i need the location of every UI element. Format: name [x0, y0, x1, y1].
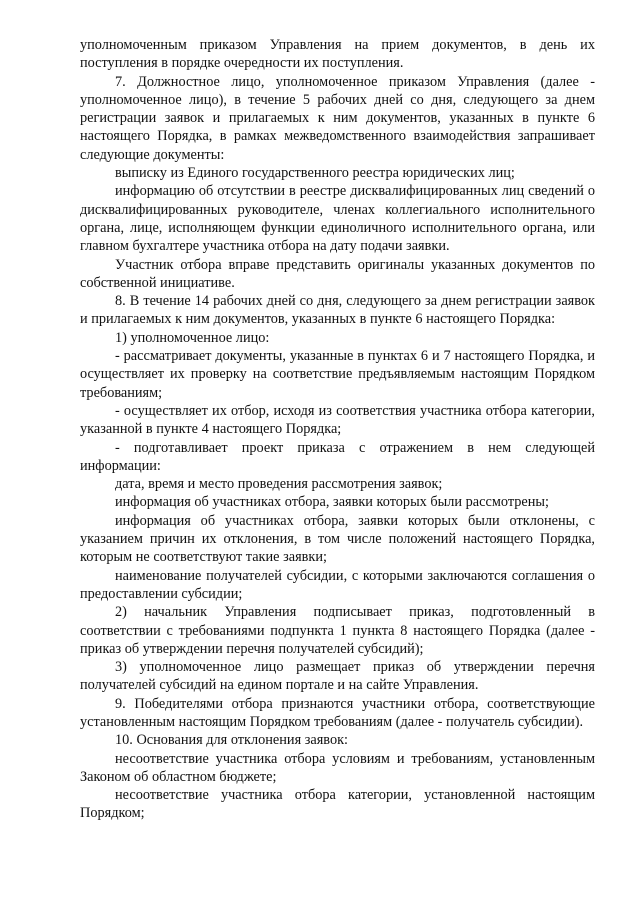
document-page	[80, 36, 595, 823]
paragraph: 3) уполномоченное лицо размещает приказ об утверждении перечня получателей субсидий на едином портале и на сайте Управления.	[80, 659, 595, 694]
paragraph: Участник отбора вправе представить оригиналы указанных документов по собственной инициативе.	[80, 256, 595, 291]
paragraph: 8. В течение 14 рабочих дней со дня, следующего за днем регистрации заявок и прилагаемых к ним документов, указанных в пункте 6 настоящего Порядка:	[80, 293, 595, 328]
paragraph: несоответствие участника отбора категории, установленной настоящим Порядком;	[80, 787, 595, 822]
paragraph: уполномоченным приказом Управления на прием документов, в день их поступления в порядке очередности их поступления.	[80, 37, 595, 72]
paragraph: информация об участниках отбора, заявки которых были рассмотрены;	[115, 494, 549, 511]
paragraph: наименование получателей субсидии, с которыми заключаются соглашения о предоставлении субсидии;	[80, 567, 595, 602]
paragraph: 7. Должностное лицо, уполномоченное приказом Управления (далее - уполномоченное лицо), в течение 5 рабочих дней со дня, следующего за днем регистрации заявок и прилагаемых к ним документов, указанных в пункте 6 настоящего Порядка, в рамках межведомственного взаимодействия запрашивает следующие документы:	[80, 73, 595, 163]
paragraph: 9. Победителями отбора признаются участники отбора, соответствующие установленным настоящим Порядком требованиям (далее - получатель субсидии).	[80, 695, 595, 730]
paragraph: 2) начальник Управления подписывает приказ, подготовленный в соответствии с требованиями подпункта 1 пункта 8 настоящего Порядка (далее - приказ об утверждении перечня получателей субсидий);	[80, 604, 595, 657]
paragraph: дата, время и место проведения рассмотрения заявок;	[115, 476, 443, 493]
paragraph: выписку из Единого государственного реестра юридических лиц;	[115, 165, 515, 182]
paragraph: - рассматривает документы, указанные в пунктах 6 и 7 настоящего Порядка, и осуществляет их проверку на соответствие предъявляемым настоящим Порядком требованиям;	[80, 348, 595, 401]
paragraph: несоответствие участника отбора условиям и требованиям, установленным Законом об областном бюджете;	[80, 750, 595, 785]
paragraph: - осуществляет их отбор, исходя из соответствия участника отбора категории, указанной в пункте 4 настоящего Порядка;	[80, 402, 595, 438]
paragraph: информация об участниках отбора, заявки которых были отклонены, с указанием причин их отклонения, в том числе положений настоящего Порядка, которым не соответствуют такие заявки;	[80, 512, 595, 566]
paragraph: - подготавливает проект приказа с отражением в нем следующей информации:	[80, 439, 595, 474]
paragraph: информацию об отсутствии в реестре дисквалифицированных лиц сведений о дисквалифицированных руководителе, членах коллегиального исполнительного органа, лице, исполняющем функции единоличного исполнительного органа, или главном бухгалтере участника отбора на дату подачи заявки.	[80, 183, 595, 255]
paragraph: 1) уполномоченное лицо:	[115, 329, 270, 346]
paragraph: 10. Основания для отклонения заявок:	[115, 732, 349, 749]
